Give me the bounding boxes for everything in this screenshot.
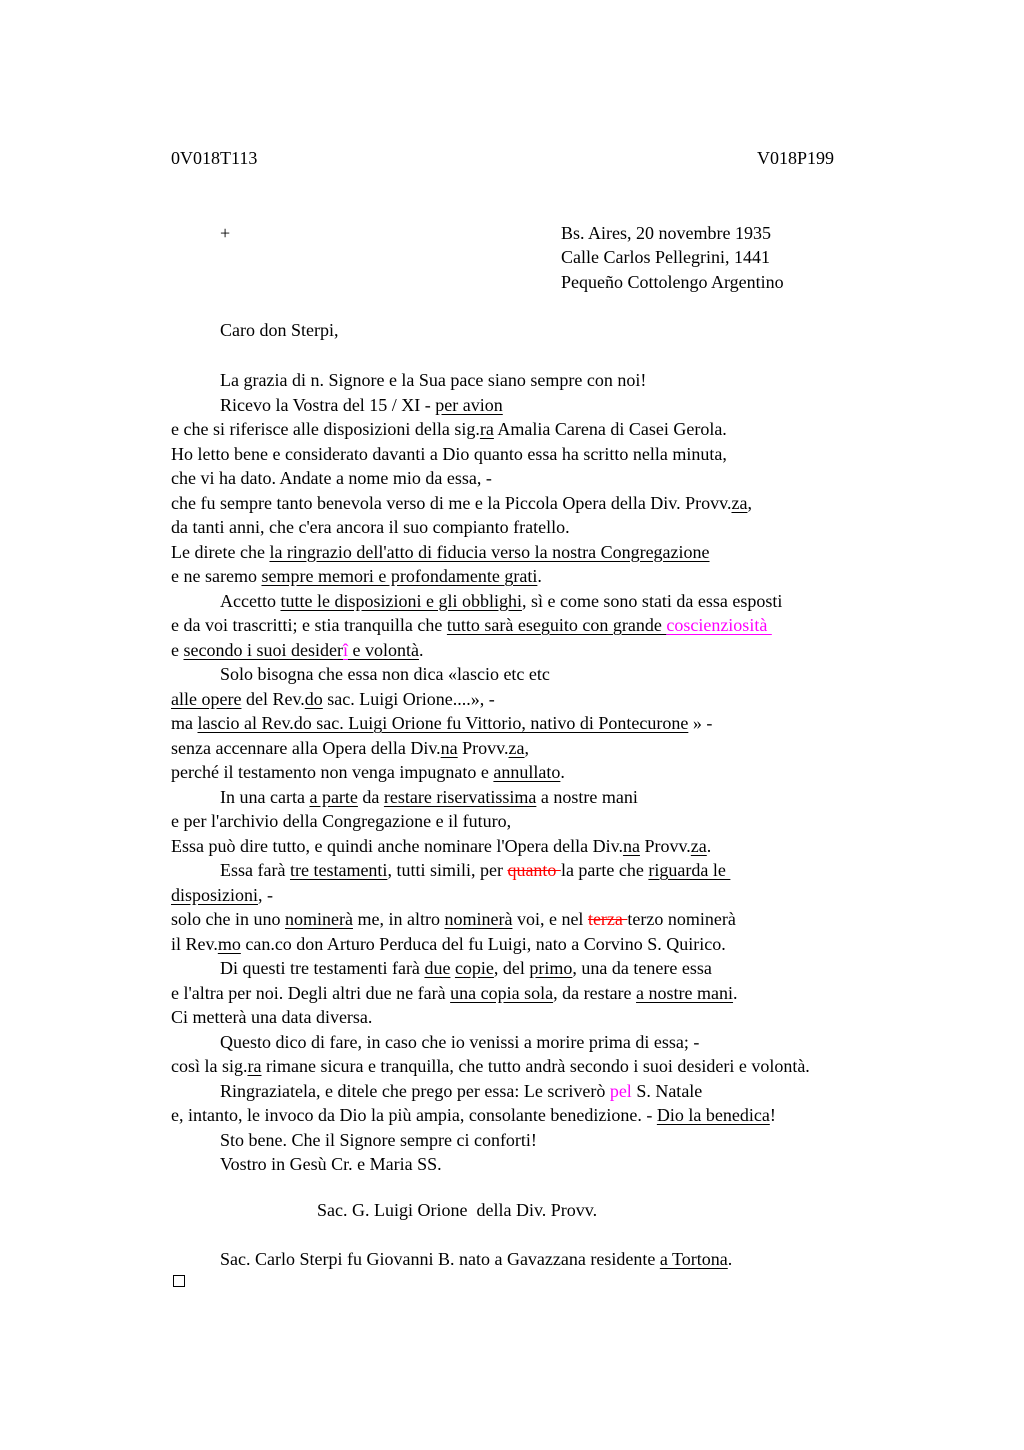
body-line	[171, 687, 495, 712]
text-run: .	[537, 566, 542, 586]
body-line	[171, 613, 772, 638]
deleted-text: quanto	[507, 860, 561, 880]
body-line	[171, 540, 710, 565]
body-line	[220, 393, 503, 418]
document-code-left: 0V018T113	[171, 148, 258, 168]
text-run: perché il testamento non venga impugnato e	[171, 762, 494, 782]
underlined-text: tutte le disposizioni e gli obblighi	[280, 590, 522, 611]
underlined-text: tre testamenti	[289, 860, 388, 880]
text-run: Accetto	[220, 590, 281, 611]
underlined-text: alle opere	[171, 688, 242, 709]
text-run: Provv.	[639, 835, 691, 856]
text-run: che vi ha dato. Andate a nome mio da essa, -	[171, 468, 492, 488]
underlined-text: mo	[217, 933, 241, 954]
underlined-text: do	[304, 688, 323, 709]
text-run: In una carta	[220, 786, 310, 807]
body-line	[171, 907, 736, 932]
postscript-text: Sac. Carlo Sterpi fu Giovanni B. nato a Gavazzana residente	[220, 1249, 660, 1269]
body-line	[171, 564, 542, 589]
text-run: Le direte che	[171, 541, 270, 562]
text-run: Ricevo la Vostra del 15 / XI -	[220, 394, 436, 415]
underlined-text: nominerà	[285, 909, 353, 929]
body-line	[220, 368, 646, 393]
text-run: Di questi tre testamenti farà	[220, 958, 425, 978]
underlined-text: per avion	[435, 394, 503, 415]
underlined-text: za	[508, 737, 525, 758]
text-run: e ne saremo	[171, 566, 262, 586]
text-run: Questo dico di fare, in caso che io venissi a morire prima di essa; -	[220, 1031, 700, 1052]
checkbox-square-icon	[173, 1275, 185, 1287]
text-run: Amalia Carena di Casei Gerola.	[493, 419, 727, 439]
text-run: .	[733, 982, 738, 1003]
text-run: rimane sicura e tranquilla, che tutto andrà secondo i suoi desideri e volontà.	[261, 1056, 810, 1076]
text-run: » -	[688, 713, 713, 733]
body-line	[220, 662, 550, 687]
underlined-text: secondo i suoi desider	[183, 639, 343, 660]
underlined-text: la ringrazio dell'atto di fiducia verso la nostra Congregazione	[269, 541, 710, 562]
underlined-text: za	[731, 492, 748, 513]
underlined-text: una copia sola	[450, 982, 554, 1003]
text-run: .	[560, 762, 565, 782]
body-line	[220, 1079, 702, 1104]
body-line	[171, 736, 529, 761]
underlined-text: restare riservatissima	[383, 786, 537, 807]
underlined-text: lascio al Rev.do sac. Luigi Orione fu Vittorio, nativo di Pontecurone	[197, 713, 689, 733]
body-line	[171, 834, 711, 859]
text-run: Solo bisogna che essa non dica «lascio etc etc	[220, 664, 550, 684]
underlined-text: e volontà	[347, 639, 419, 660]
address-line-institution: Pequeño Cottolengo Argentino	[561, 272, 784, 292]
text-run: , sì e come sono stati da essa esposti	[521, 590, 783, 611]
text-run: me, in altro	[352, 909, 445, 929]
text-run: , una da tenere essa	[572, 958, 712, 978]
postscript	[220, 1247, 732, 1272]
underlined-text: coscienziosità	[666, 615, 772, 635]
body-line	[220, 956, 712, 981]
text-run: .	[706, 835, 712, 856]
text-run: e, intanto, le invoco da Dio la più ampia, consolante benedizione. -	[171, 1105, 657, 1125]
text-run: solo che in uno	[171, 909, 285, 929]
text-run: ,	[747, 492, 752, 513]
body-line	[171, 981, 738, 1006]
underlined-text: a nostre mani	[636, 982, 734, 1003]
salutation: Caro don Sterpi,	[220, 320, 339, 340]
text-run: can.co don Arturo Perduca del fu Luigi, nato a Corvino S. Quirico.	[240, 933, 726, 954]
body-line	[220, 589, 782, 614]
body-line	[171, 711, 712, 736]
cross-mark: +	[220, 223, 231, 243]
text-run: Ringraziatela, e ditele che prego per essa: Le scriverò	[220, 1080, 610, 1101]
text-run: e l'altra per noi. Degli altri due ne farà	[171, 982, 451, 1003]
underlined-text: due	[424, 958, 451, 978]
text-run: S. Natale	[631, 1080, 703, 1101]
text-run: ma	[171, 713, 198, 733]
body-line	[171, 442, 727, 467]
text-run: da	[357, 786, 384, 807]
postscript-end: .	[727, 1249, 733, 1269]
text-run: Ci metterà una data diversa.	[171, 1007, 373, 1027]
text-run: .	[418, 639, 424, 660]
text-run: da tanti anni, che c'era ancora il suo compianto fratello.	[171, 517, 570, 537]
body-line	[171, 417, 727, 442]
body-line	[220, 858, 730, 883]
text-run: , da restare	[553, 982, 637, 1003]
underlined-text: za	[690, 835, 707, 856]
text-run: Sto bene. Che il Signore sempre ci conforti!	[220, 1129, 537, 1150]
address-line-street: Calle Carlos Pellegrini, 1441	[561, 247, 770, 267]
text-run: Provv.	[457, 737, 509, 758]
text-run: La grazia di n. Signore e la Sua pace siano sempre con noi!	[220, 370, 647, 390]
text-run: a nostre mani	[536, 786, 638, 807]
text-run: Ho letto bene e considerato davanti a Dio quanto essa ha scritto nella minuta,	[171, 443, 727, 464]
underlined-text: î	[342, 639, 348, 660]
underlined-text: nominerà	[444, 909, 513, 929]
address-line-date: Bs. Aires, 20 novembre 1935	[561, 223, 771, 243]
underlined-text: a parte	[309, 786, 358, 807]
text-run: così la sig.	[171, 1056, 248, 1076]
signature: Sac. G. Luigi Orione della Div. Provv.	[317, 1200, 598, 1220]
body-line	[171, 1054, 810, 1079]
underlined-text: disposizioni	[171, 884, 259, 905]
underlined-text: tutto sarà eseguito con grande	[446, 615, 667, 635]
underlined-text: ra	[247, 1056, 262, 1076]
body-line	[171, 466, 492, 491]
underlined-text: riguarda le	[648, 860, 731, 880]
text-run: del Rev.	[241, 688, 305, 709]
body-line	[220, 1152, 442, 1177]
text-run: Vostro in Gesù Cr. e Maria SS.	[220, 1154, 442, 1174]
underlined-text: ra	[479, 419, 494, 439]
body-line	[171, 515, 570, 540]
underlined-text: annullato	[493, 762, 561, 782]
text-run: che fu sempre tanto benevola verso di me e la Piccola Opera della Div. Provv.	[171, 492, 732, 513]
body-line	[220, 1030, 699, 1055]
underlined-text: primo	[529, 958, 573, 978]
text-run: e per l'archivio della Congregazione e il futuro,	[171, 811, 512, 831]
document-code-right: V018P199	[757, 148, 835, 168]
deleted-text: terza	[587, 909, 628, 929]
text-run: e che si riferisce alle disposizioni della sig.	[171, 419, 480, 439]
underlined-text: sempre memori e profondamente grati	[261, 566, 538, 586]
text-run: , del	[493, 958, 530, 978]
text-run: !	[769, 1105, 776, 1125]
text-run: sac. Luigi Orione....», -	[322, 688, 495, 709]
underlined-text: na	[440, 737, 458, 758]
underlined-text: Dio la benedica	[656, 1105, 770, 1125]
underlined-text: na	[622, 835, 640, 856]
text-run: Essa può dire tutto, e quindi anche nominare l'Opera della Div.	[171, 835, 623, 856]
text-run: e da voi trascritti; e stia tranquilla che	[171, 615, 447, 635]
text-run: Essa farà	[220, 860, 290, 880]
text-run: la parte che	[560, 860, 649, 880]
body-line	[220, 1128, 537, 1153]
postscript-place: a Tortona	[659, 1249, 728, 1269]
body-line	[171, 932, 726, 957]
body-line	[171, 760, 565, 785]
text-run: e	[171, 639, 184, 660]
text-run: ,	[524, 737, 529, 758]
text-run: terzo nominerà	[627, 909, 736, 929]
body-line	[171, 491, 752, 516]
body-line	[220, 785, 638, 810]
text-run: pel	[609, 1080, 632, 1101]
body-line	[171, 638, 423, 663]
text-run: il Rev.	[171, 933, 218, 954]
body-line	[171, 809, 511, 834]
text-run: voi, e nel	[512, 909, 588, 929]
body-line	[171, 883, 273, 908]
underlined-text: copie	[454, 958, 494, 978]
body-line	[171, 1005, 372, 1030]
text-run: , tutti simili, per	[387, 860, 508, 880]
text-run: , -	[258, 884, 274, 905]
body-line	[171, 1103, 776, 1128]
text-run: senza accennare alla Opera della Div.	[171, 737, 441, 758]
